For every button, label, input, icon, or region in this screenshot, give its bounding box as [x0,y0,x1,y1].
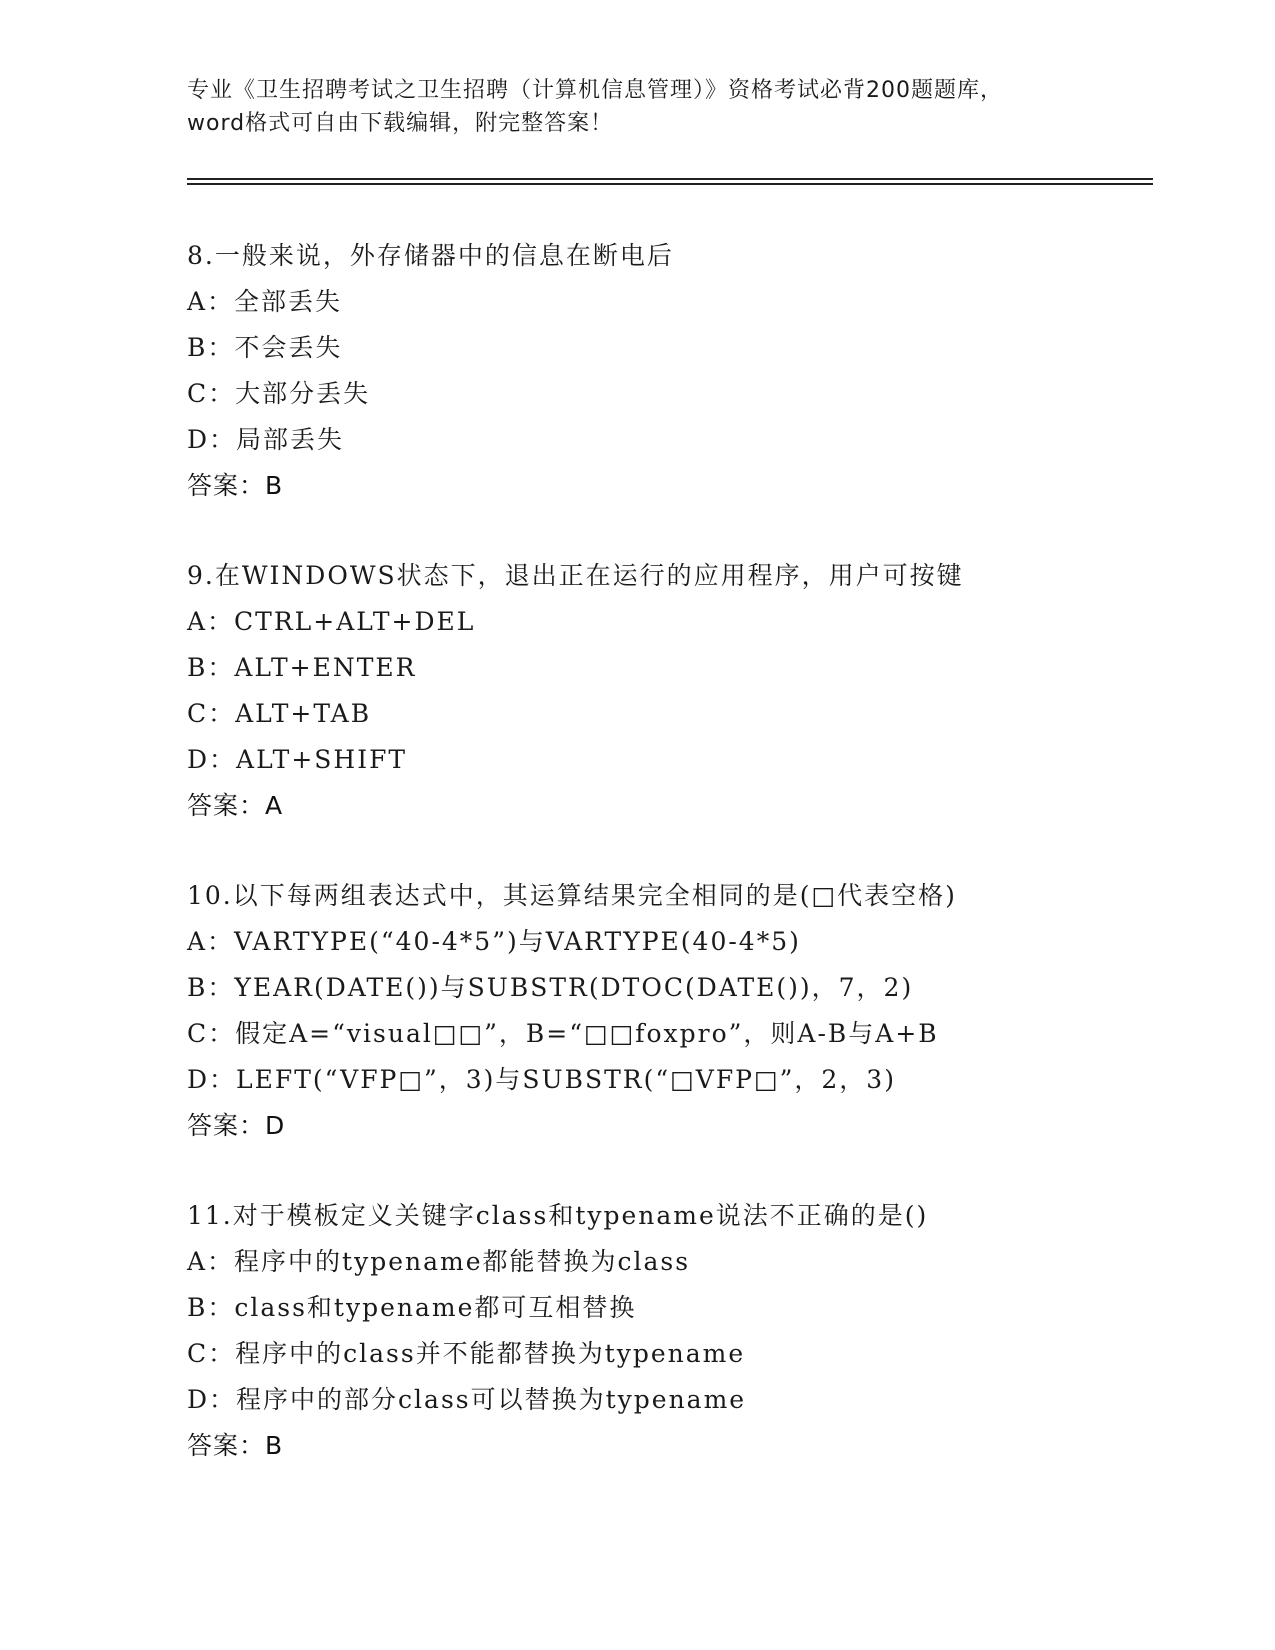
answer: 答案：B [187,471,284,500]
option-b: B：不会丢失 [187,333,343,362]
document-header [187,74,1087,140]
option-a: A：程序中的typename都能替换为class [187,1247,691,1276]
question-stem: 11.对于模板定义关键字class和typename说法不正确的是() [187,1201,929,1230]
answer: 答案：D [187,1111,286,1140]
question-9 [187,553,1147,829]
header-divider-bottom [187,183,1153,185]
question-stem: 8.一般来说，外存储器中的信息在断电后 [187,241,674,270]
option-d: D：程序中的部分class可以替换为typename [187,1385,747,1414]
header-divider-top [187,178,1153,180]
answer: 答案：B [187,1431,284,1460]
option-a: A：VARTYPE(“40-4*5”)与VARTYPE(40-4*5) [187,927,801,956]
header-line-2: word格式可自由下载编辑，附完整答案！ [187,111,614,136]
option-a: A：CTRL+ALT+DEL [187,607,476,636]
question-11 [187,1193,1147,1469]
option-b: B：ALT+ENTER [187,653,417,682]
option-c: C：假定A=“visual□□”，B=“□□foxpro”，则A-B与A+B [187,1019,939,1048]
answer: 答案：A [187,791,284,820]
option-d: D：局部丢失 [187,425,345,454]
question-stem: 10.以下每两组表达式中，其运算结果完全相同的是(□代表空格) [187,881,957,910]
question-stem: 9.在WINDOWS状态下，退出正在运行的应用程序，用户可按键 [187,561,964,590]
question-8 [187,233,1147,509]
header-line-1: 专业《卫生招聘考试之卫生招聘（计算机信息管理）》资格考试必背200题题库， [187,78,1003,103]
option-a: A：全部丢失 [187,287,343,316]
question-10 [187,873,1147,1149]
option-c: C：ALT+TAB [187,699,372,728]
option-b: B：YEAR(DATE())与SUBSTR(DTOC(DATE())，7，2) [187,973,914,1002]
option-d: D：LEFT(“VFP□”，3)与SUBSTR(“□VFP□”，2，3) [187,1065,896,1094]
option-c: C：大部分丢失 [187,379,371,408]
option-d: D：ALT+SHIFT [187,745,408,774]
option-b: B：class和typename都可互相替换 [187,1293,637,1322]
option-c: C：程序中的class并不能都替换为typename [187,1339,746,1368]
